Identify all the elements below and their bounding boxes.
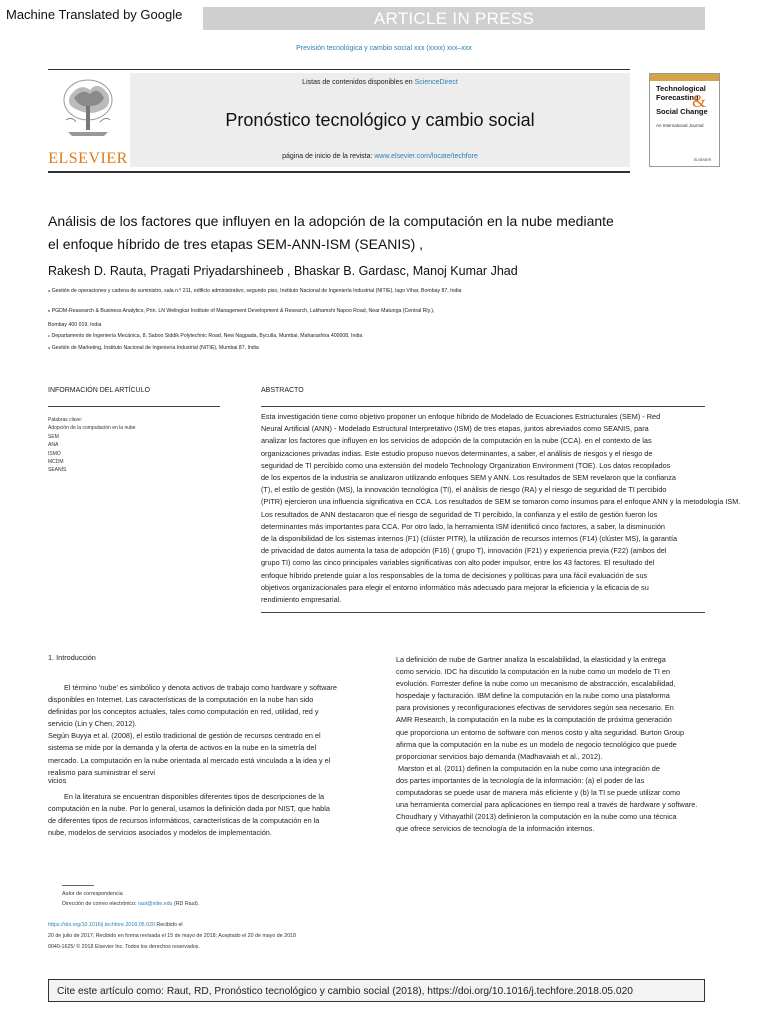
sciencedirect-link[interactable]: ScienceDirect [414,79,458,86]
keyword-item: MCDM [48,459,64,466]
article-title-line1: Análisis de los factores que influyen en la adopción de la computación en la nube mediante [48,213,614,229]
affiliation-c: $^c$ Departamento de Ingeniería Mecánica, 8, Saboo Siddik Polytechnic Road, New Nagpada, Byculla, Mumbai, Maharashtra 400008, India [48,333,363,339]
keywords-block [48,416,136,475]
journal-banner [130,73,630,167]
keywords-label: Palabras clave: [48,417,83,423]
cover-publisher: ELSEVIER [694,158,712,162]
journal-homepage-link[interactable]: www.elsevier.com/locate/techfore [374,153,478,160]
affiliation-a: $^a$ Gestión de operaciones y cadena de suministro, sala n.º 211, edificio administrativo, segundo piso, Instituto Nacional de Ingeniería Industrial (NITIE), lago Vihar, Bombay 87, India [48,288,462,294]
corresponding-author-note: Autor de correspondencia [62,891,123,897]
machine-translated-label: Machine Translated by Google [6,7,183,22]
author-list: Rakesh D. Rauta, Pragati Priyadarshineeb , Bhaskar B. Gardasc, Manoj Kumar Jhad [48,264,518,278]
header-bottom-rule [48,171,630,173]
received-dates: 20 de julio de 2017; Recibido en forma revisada el 15 de mayo de 2018; Aceptado el 20 de mayo de 2018 [48,933,296,939]
elsevier-tree-icon [60,76,116,142]
citation-box: Cite este artículo como: Raut, RD, Pronóstico tecnológico y cambio social (2018), https://doi.org/10.1016/j.techfore.2018.05.020 [48,979,705,1002]
journal-reference[interactable]: Previsión tecnológica y cambio social xxx (xxxx) xxx–xxx [296,45,472,52]
keyword-item: SEANÍS [48,467,67,474]
keyword-item: ANA [48,442,59,449]
affiliation-b-cont: Bombay 400 019, India [48,322,102,328]
keyword-item: Adopción de la computación en la nube [48,425,136,432]
journal-cover-thumbnail [649,73,720,167]
journal-title: Pronóstico tecnológico y cambio social [225,110,535,130]
email-link[interactable]: raut@nitie.edu [137,901,173,907]
cover-title: Technological Forecasting Social Change [656,84,708,116]
copyright-line: 0040-1625/ © 2018 Elsevier Inc. Todos los derechos reservados. [48,944,200,950]
email-note: Dirección de correo electrónico: raut@nitie.edu (RD Raut). [62,901,200,907]
abstract-text: Esta investigación tiene como objetivo proponer un enfoque híbrido de Modelado de Ecuaciones Estructurales (SEM) - Red Neural Artificial (ANN) - Modelado Estructural Interpretativo (ISM) de tres etapas, juntos abreviados como SEANIS, para analizar los factores que influyen en los servicios de adopción de la computación en la nube (CCA). en el contexto de las organizaciones privadas indias. Este estudio propuso nuevos determinantes, a saber, el análisis de riesgos y el riesgo de seguridad de TI percibido como una extensión del modelo Technology Organization Environment (TOE). Los datos recopilados de los expertos de la industria se analizaron utilizando enfoques SEM y ANN. Los resultados de SEM revelaron que la confianza (T), el estilo de gestión (MS), la innovación tecnológica (TI), el análisis de riesgo (RA) y el riesgo de seguridad de TI percibido (PITR) ejercieron una influencia significativa en CCA. Los resultados de SEM se tomaron como insumos para el enfoque ANN y la metodología ISM. Los resultados de ANN destacaron que el riesgo de seguridad de TI percibido, la confianza y el estilo de gestión fueron los determinantes más importantes para CCA. Por otro lado, la herramienta ISM identificó cinco factores, a saber, la disminución de la disponibilidad de los sistemas internos (F1) (clúster PITR), la utilización de recursos internos (F14) (clúster MS), la garantía de privacidad de datos aumenta la tasa de adopción (F16) ( grupo T), innovación (F21) y experiencia previa (F22) (ambos del grupo TI) como las cinco principales variables significativas con alto poder impulsor, entre los 43 factores. El resultado del enfoque híbrido pretende guiar a los responsables de la toma de decisiones y políticas para una fácil evaluación de sus objetivos organizacionales para elegir el entorno informático más adecuado para mejorar la eficiencia y la eficacia de su rendimiento empresarial. [261,412,741,605]
abstract-rule [261,406,705,407]
header-top-rule [48,69,630,70]
journal-homepage-line: página de inicio de la revista: www.elsevier.com/locate/techfore [282,153,478,160]
affiliation-b: $^b$ PGDM-Reasearch & Business Analytics, Prin. LN Welingkar Institute of Management Development & Research, Lakhamshi Napoo Road, Near Matunga (Central Rly.), [48,308,435,314]
cover-top-bar [650,74,719,81]
body-left-column: El término 'nube' es simbólico y denota activos de trabajo como hardware y software disponibles en Internet. Las características de la computación en la nube han sido definidas por los conceptos actuales, tales como computación en red, utilidad, red y servicio (Lin y Chen, 2012). Según Buyya et al. (2008), el estilo tradicional de gestión de recursos centrado en el sistema se mide por la demanda y la oferta de activos en la nube en la simetría del mercado. La computación en la nube orientada al mercado está vinculada a la idea y el realismo para suministrar el servi vicios En la literatura se encuentran disponibles diferentes tipos de descripciones de la computación en la nube. Por lo general, usamos la definición dada por NIST, que habla de diferentes tipos de recursos informáticos, características de la computación en la nube, modelos de servicios asociados y modelos de implementación. [48,683,337,838]
doi-line: https://doi.org/10.1016/j.techfore.2018.05.020 Recibido el [48,922,183,928]
doi-link[interactable]: https://doi.org/10.1016/j.techfore.2018.05.020 [48,922,155,928]
abstract-bottom-rule [261,612,705,613]
abstract-heading: ABSTRACTO [261,387,304,394]
article-info-rule [48,406,220,407]
cover-subtitle: An International Journal [656,123,704,128]
cover-ampersand: & [692,91,707,111]
article-info-heading: INFORMACIÓN DEL ARTÍCULO [48,387,150,394]
footnote-rule [62,885,94,886]
publisher-wordmark: ELSEVIER [48,150,128,167]
keyword-item: SEM [48,433,59,440]
article-in-press-banner: ARTICLE IN PRESS [203,7,705,30]
affiliation-d: $^d$ Gestión de Marketing, Instituto Nacional de Ingeniería Industrial (NITIE), Mumbai 87, India [48,345,259,351]
elsevier-logo [48,74,128,166]
keyword-item: ISMO [48,450,61,457]
contents-available-line: Listas de contenidos disponibles en ScienceDirect [302,79,458,86]
body-right-column: La definición de nube de Gartner analiza la escalabilidad, la elasticidad y la entrega como servicio. IDC ha discutido la computación en la nube como un modelo de TI en evolución. Forrester define la nube como un mecanismo de abstracción, escalabilidad, hospedaje y facturación. IBM define la computación en la nube como una plataforma para provisiones y reconfiguraciones efectivas de servidores según sea necesario. En AMR Research, la computación en la nube es la computación de próxima generación que proporciona un entorno de software con menos costo y alta seguridad. Burton Group afirma que la computación en la nube es un modelo de negocio tecnológico que puede proporcionar servicios bajo demanda (Madhavaiah et al., 2012). Marston et al. (2011) definen la computación en la nube como una integración de dos partes importantes de la tecnología de la información: (a) el poder de las computadoras se puede usar de manera más eficiente y (b) la TI se puede utilizar como una herramienta comercial para aplicaciones en tiempo real a través de hardware y software. Choudhary y Vithayathil (2013) definieron la computación en la nube como una técnica que ofrece servicios de tecnología de la información internos. [396,655,698,834]
intro-heading: 1. Introducción [48,653,96,662]
article-title-line2: el enfoque híbrido de tres etapas SEM-ANN-ISM (SEANIS) , [48,236,424,252]
